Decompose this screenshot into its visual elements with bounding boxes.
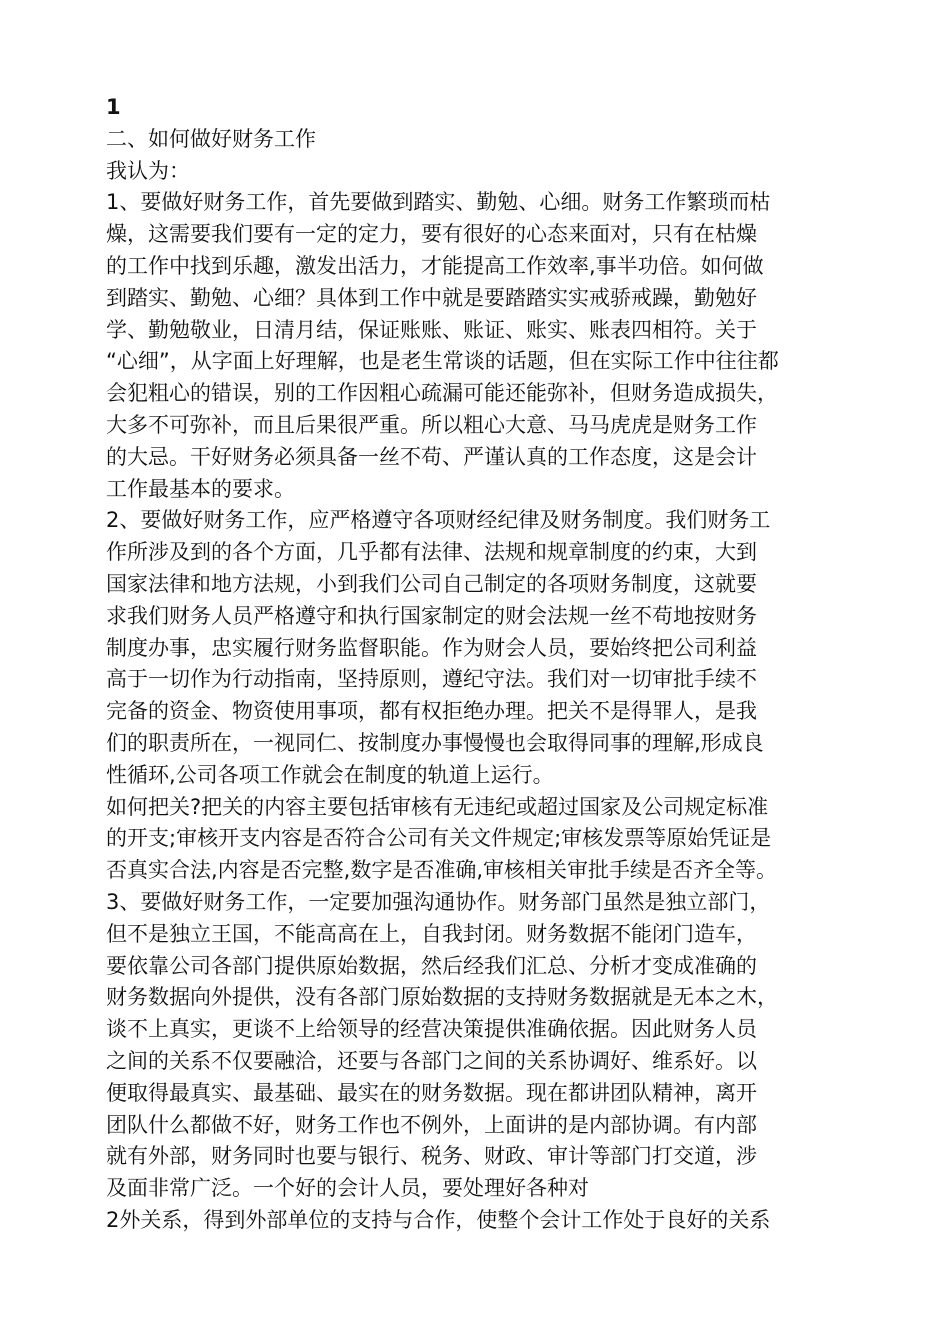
text-line: 大多不可弥补，而且后果很严重。所以粗心大意、马马虎虎是财务工作 (106, 412, 757, 437)
text-line: 们的职责所在，一视同仁、按制度办事慢慢也会取得同事的理解,形成良 (106, 730, 764, 755)
text-line: 财务数据向外提供，没有各部门原始数据的支持财务数据就是无本之木， (106, 985, 778, 1010)
text-line: 会犯粗心的错误，别的工作因粗心疏漏可能还能弥补，但财务造成损失， (106, 381, 778, 406)
text-line: 3、要做好财务工作，一定要加强沟通协作。财务部门虽然是独立部门， (106, 889, 771, 914)
text-line: “心细”，从字面上好理解，也是老生常谈的话题，但在实际工作中往往都 (106, 349, 779, 374)
text-line: 完备的资金、物资使用事项，都有权拒绝办理。把关不是得罪人，是我 (106, 699, 757, 724)
text-line: 团队什么都做不好，财务工作也不例外，上面讲的是内部协调。有内部 (106, 1112, 757, 1137)
text-line: 否真实合法,内容是否完整,数字是否准确,审核相关审批手续是否齐全等。 (106, 858, 778, 883)
page-number: 1 (106, 95, 121, 119)
text-line: 作所涉及到的各个方面，几乎都有法律、法规和规章制度的约束，大到 (106, 540, 757, 565)
text-line: 国家法律和地方法规，小到我们公司自己制定的各项财务制度，这就要 (106, 571, 757, 596)
text-line: 制度办事，忠实履行财务监督职能。作为财会人员，要始终把公司利益 (106, 635, 757, 660)
text-line: 到踏实、勤勉、心细？具体到工作中就是要踏踏实实戒骄戒躁，勤勉好 (106, 285, 757, 310)
text-line: 2、要做好财务工作，应严格遵守各项财经纪律及财务制度。我们财务工 (106, 508, 771, 533)
text-line: 学、勤勉敬业，日清月结，保证账账、账证、账实、账表四相符。关于 (106, 317, 757, 342)
text-line: 求我们财务人员严格遵守和执行国家制定的财会法规一丝不苟地按财务 (106, 603, 757, 628)
section-heading: 二、如何做好财务工作 (106, 126, 316, 151)
text-line: 性循环,公司各项工作就会在制度的轨道上运行。 (106, 762, 554, 787)
text-line: 1、要做好财务工作，首先要做到踏实、勤勉、心细。财务工作繁琐而枯 (106, 190, 771, 215)
text-line: 燥，这需要我们要有一定的定力，要有很好的心态来面对，只有在枯燥 (106, 222, 757, 247)
text-line: 工作最基本的要求。 (106, 476, 295, 501)
text-line: 的大忌。干好财务必须具备一丝不苟、严谨认真的工作态度，这是会计 (106, 444, 757, 469)
text-line: 就有外部，财务同时也要与银行、税务、财政、审计等部门打交道，涉 (106, 1144, 757, 1169)
text-line: 的工作中找到乐趣，激发出活力，才能提高工作效率,事半功倍。如何做 (106, 253, 764, 278)
text-line: 我认为： (106, 158, 190, 183)
text-line: 要依靠公司各部门提供原始数据，然后经我们汇总、分析才变成准确的 (106, 953, 757, 978)
text-line: 2外关系，得到外部单位的支持与合作，使整个会计工作处于良好的关系 (106, 1207, 771, 1232)
text-line: 之间的关系不仅要融洽，还要与各部门之间的关系协调好、维系好。以 (106, 1048, 757, 1073)
text-line: 但不是独立王国，不能高高在上，自我封闭。财务数据不能闭门造车， (106, 921, 757, 946)
text-line: 谈不上真实，更谈不上给领导的经营决策提供准确依据。因此财务人员 (106, 1017, 757, 1042)
document-page (106, 92, 850, 1237)
text-line: 的开支;审核开支内容是否符合公司有关文件规定;审核发票等原始凭证是 (106, 826, 772, 851)
text-line: 便取得最真实、最基础、最实在的财务数据。现在都讲团队精神，离开 (106, 1080, 757, 1105)
text-line: 及面非常广泛。一个好的会计人员，要处理好各种对 (106, 1176, 589, 1201)
text-line: 如何把关?把关的内容主要包括审核有无违纪或超过国家及公司规定标准 (106, 794, 769, 819)
text-line: 高于一切作为行动指南，坚持原则，遵纪守法。我们对一切审批手续不 (106, 667, 757, 692)
